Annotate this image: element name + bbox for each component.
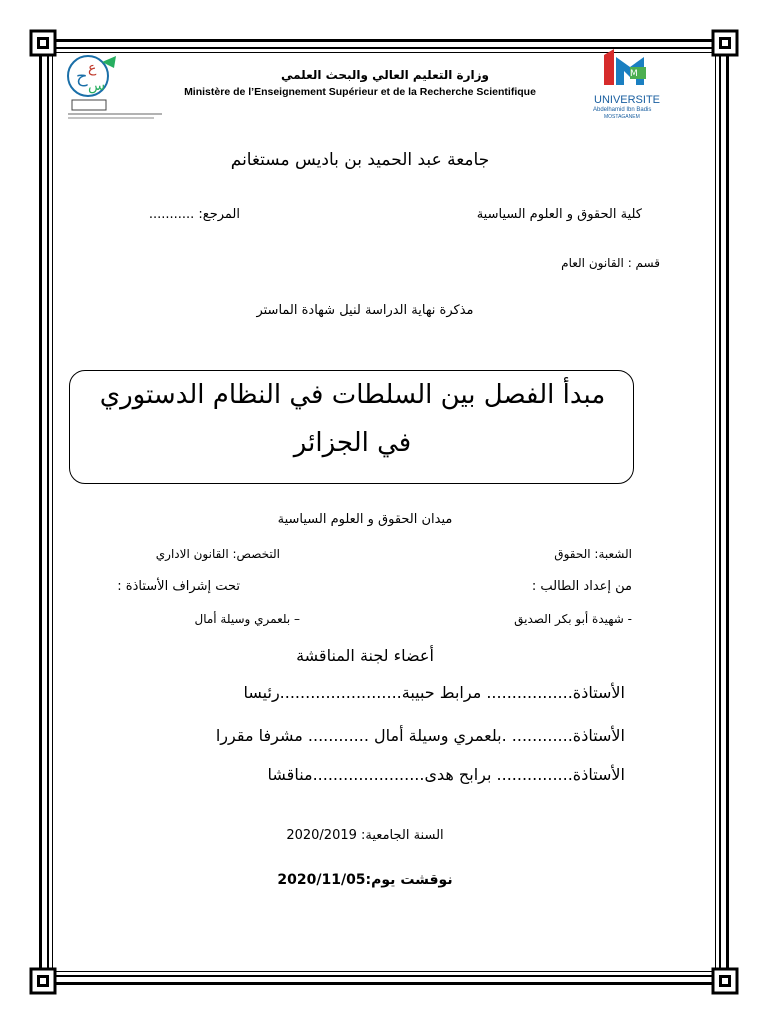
faculty-logo — [58, 52, 170, 124]
corner-ornament-top-right — [710, 28, 740, 58]
specialty: التخصص: القانون الاداري — [155, 547, 280, 561]
university-logo-subname: Abdelhamid Ibn Badis — [593, 107, 652, 113]
svg-text:س: س — [88, 78, 106, 94]
committee-member-chair: الأستاذة................. مرابط حبيبة........................رئيسا — [243, 683, 625, 702]
university-logo — [590, 45, 670, 125]
thesis-title-line-2: في الجزائر — [293, 428, 412, 458]
svg-text:ح: ح — [76, 66, 88, 87]
corner-ornament-top-left — [28, 28, 58, 58]
university-logo-city: MOSTAGANEM — [604, 114, 640, 120]
svg-text:ع: ع — [88, 60, 97, 76]
university-logo-name: UNIVERSITE — [594, 94, 661, 106]
ministry-title-arabic: وزارة التعليم العالي والبحث العلمي — [280, 68, 490, 82]
thesis-type: مذكرة نهاية الدراسة لنيل شهادة الماستر — [256, 303, 474, 318]
supervisor-label: تحت إشراف الأستاذة : — [117, 579, 240, 594]
university-name: جامعة عبد الحميد بن باديس مستغانم — [230, 150, 490, 170]
committee-member-examiner: الأستاذة............... برابح هدى......................مناقشا — [267, 765, 625, 784]
prepared-by-label: من إعداد الطالب : — [531, 579, 632, 594]
corner-ornament-bottom-left — [28, 966, 58, 996]
ministry-title-french: Ministère de l’Enseignement Supérieur et de la Recherche Scientifique — [184, 86, 536, 98]
supervisor-name: – بلعمري وسيلة أمال — [194, 612, 300, 626]
department-name: قسم : القانون العام — [561, 256, 660, 270]
field-of-study: ميدان الحقوق و العلوم السياسية — [277, 512, 453, 527]
academic-year: السنة الجامعية: 2020/2019 — [286, 828, 444, 843]
branch: الشعبة: الحقوق — [554, 547, 632, 561]
committee-member-supervisor: الأستاذة............ .بلعمري وسيلة أمال ............ مشرفا مقررا — [215, 726, 625, 745]
reference-number: المرجع: ........... — [148, 207, 240, 222]
student-name: - شهيدة أبو بكر الصديق — [514, 612, 632, 626]
svg-text:M: M — [630, 69, 638, 79]
thesis-title-line-1: مبدأ الفصل بين السلطات في النظام الدستوري — [99, 380, 606, 410]
defense-date: نوقشت يوم:2020/11/05 — [277, 872, 453, 888]
faculty-name: كلية الحقوق و العلوم السياسية — [476, 207, 642, 222]
corner-ornament-bottom-right — [710, 966, 740, 996]
committee-title: أعضاء لجنة المناقشة — [296, 646, 434, 665]
